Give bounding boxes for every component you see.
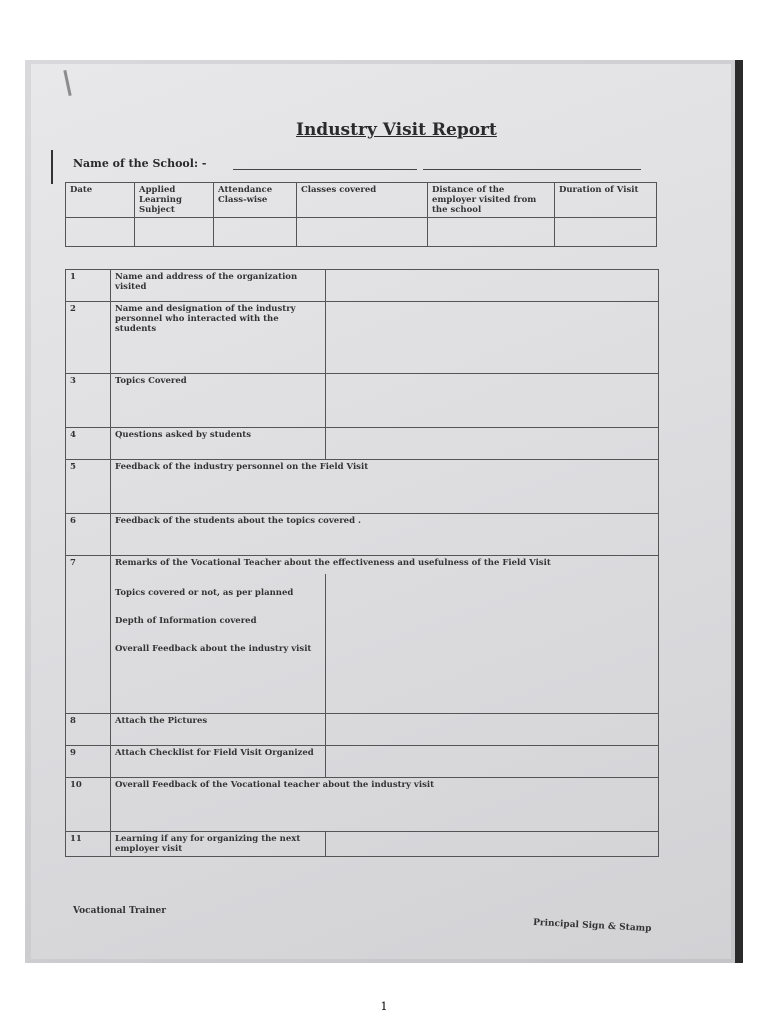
table-row xyxy=(66,714,659,746)
table-row xyxy=(66,460,659,514)
blank-cell xyxy=(555,218,657,247)
staple-mark xyxy=(63,70,71,96)
blank-cell xyxy=(66,218,135,247)
document-photo xyxy=(25,60,743,963)
item-number: 10 xyxy=(66,778,111,832)
school-name-line-1 xyxy=(233,169,417,170)
principal-sign-label: Principal Sign & Stamp xyxy=(532,917,652,935)
visit-details-table xyxy=(65,182,657,247)
item-label: Attach Checklist for Field Visit Organized xyxy=(111,746,326,778)
table-row xyxy=(66,302,659,374)
vocational-trainer-label: Vocational Trainer xyxy=(73,906,167,916)
margin-mark xyxy=(51,150,53,184)
table-row xyxy=(66,574,659,714)
blank-cell xyxy=(297,218,428,247)
school-name-line-2 xyxy=(423,169,641,170)
answer-cell xyxy=(326,832,659,857)
remarks-subitems xyxy=(111,574,326,714)
photo-dark-edge xyxy=(735,60,743,963)
item-label: Learning if any for organizing the next employer visit xyxy=(111,832,326,857)
item-label: Feedback of the students about the topics covered . xyxy=(111,514,659,556)
item-label: Name and designation of the industry personnel who interacted with the students xyxy=(111,302,326,374)
school-name-label: Name of the School: - xyxy=(73,157,207,170)
column-header: Duration of Visit xyxy=(555,183,657,218)
table-row xyxy=(66,270,659,302)
page-number: 1 xyxy=(380,1000,388,1013)
table-row xyxy=(66,556,659,574)
report-items-table xyxy=(65,269,659,857)
answer-cell xyxy=(326,714,659,746)
blank-cell xyxy=(428,218,555,247)
remarks-subitem: Topics covered or not, as per planned xyxy=(115,587,294,598)
item-number: 1 xyxy=(66,270,111,302)
item-label: Attach the Pictures xyxy=(111,714,326,746)
item-label: Topics Covered xyxy=(111,374,326,428)
item-number: 4 xyxy=(66,428,111,460)
remarks-subitem: Overall Feedback about the industry visit xyxy=(115,643,312,654)
table-row xyxy=(66,514,659,556)
table-row xyxy=(66,428,659,460)
table-row xyxy=(66,218,657,247)
item-number: 7 xyxy=(66,556,111,714)
remarks-subitem: Depth of Information covered xyxy=(115,615,257,626)
answer-cell xyxy=(326,374,659,428)
blank-cell xyxy=(214,218,297,247)
answer-cell xyxy=(326,746,659,778)
answer-cell xyxy=(326,574,659,714)
column-header: Classes covered xyxy=(297,183,428,218)
column-header: Attendance Class-wise xyxy=(214,183,297,218)
blank-cell xyxy=(135,218,214,247)
table-row xyxy=(66,832,659,857)
table-row xyxy=(66,746,659,778)
item-number: 11 xyxy=(66,832,111,857)
item-label: Name and address of the organization visited xyxy=(111,270,326,302)
item-number: 6 xyxy=(66,514,111,556)
item-label: Remarks of the Vocational Teacher about the effectiveness and usefulness of the Field Visit xyxy=(111,556,659,574)
item-number: 3 xyxy=(66,374,111,428)
item-number: 9 xyxy=(66,746,111,778)
answer-cell xyxy=(326,302,659,374)
table-row xyxy=(66,374,659,428)
answer-cell xyxy=(326,428,659,460)
item-number: 2 xyxy=(66,302,111,374)
item-label: Feedback of the industry personnel on the Field Visit xyxy=(111,460,659,514)
table-header-row xyxy=(66,183,657,218)
column-header: Applied Learning Subject xyxy=(135,183,214,218)
item-label: Questions asked by students xyxy=(111,428,326,460)
item-number: 8 xyxy=(66,714,111,746)
report-title: Industry Visit Report xyxy=(296,120,497,140)
table-row xyxy=(66,778,659,832)
column-header: Date xyxy=(66,183,135,218)
item-label: Overall Feedback of the Vocational teacher about the industry visit xyxy=(111,778,659,832)
answer-cell xyxy=(326,270,659,302)
item-number: 5 xyxy=(66,460,111,514)
paper-sheet xyxy=(31,64,731,959)
column-header: Distance of the employer visited from the school xyxy=(428,183,555,218)
